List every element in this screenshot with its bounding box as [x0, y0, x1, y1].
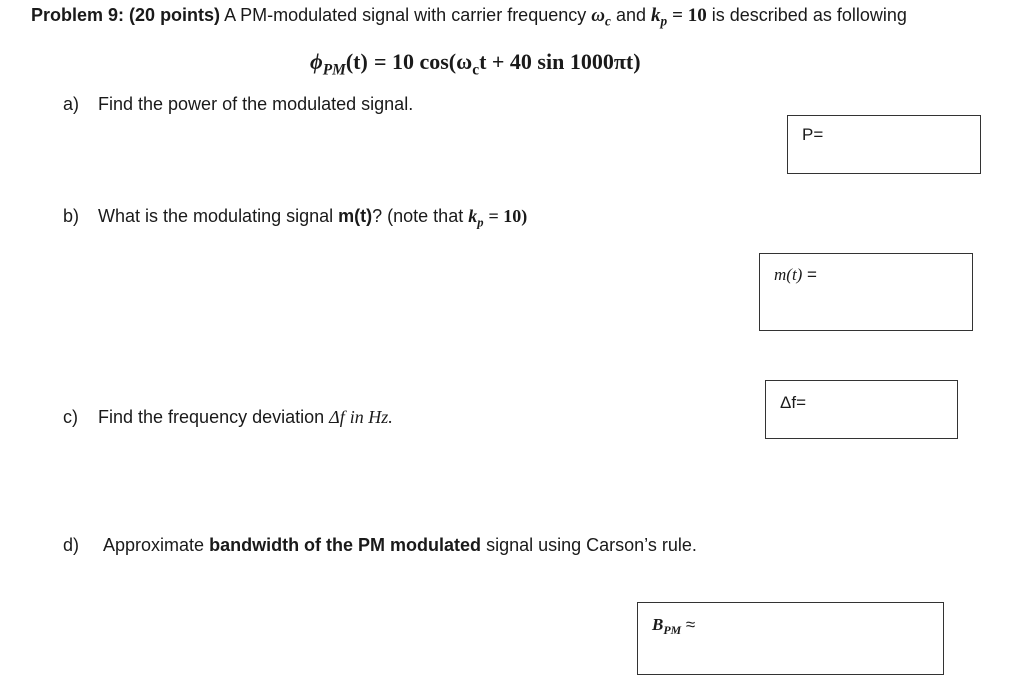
part-b-label: b): [63, 206, 80, 226]
kp-value: = 10: [672, 5, 707, 26]
frequency-deviation-answer-box[interactable]: [765, 380, 958, 439]
part-b-text-before: What is the modulating signal: [98, 206, 334, 226]
part-d-label: d): [63, 535, 80, 555]
equation-lhs: $\phi_{PM}$: [310, 49, 346, 79]
carrier-frequency-symbol: $\omega_c$: [591, 5, 611, 29]
bandwidth-answer-box[interactable]: [637, 602, 944, 675]
equation-rhs: = 10 $\cos(\omega_ct + 40$ sin 1000πt): [373, 49, 641, 79]
problem-points: (20 points): [129, 5, 221, 25]
frequency-deviation-answer-label: Δf=: [780, 393, 807, 412]
bandwidth-answer-label: $B_{PM}$ ≈: [652, 615, 696, 638]
part-c-symbol: Δf: [329, 407, 345, 427]
part-a-label: a): [63, 94, 80, 114]
modulating-signal-answer-box[interactable]: [759, 253, 973, 331]
problem-header: [31, 5, 907, 27]
part-b-question: [63, 205, 528, 230]
part-c-label: c): [63, 407, 78, 427]
part-c-question: [63, 406, 393, 428]
part-c-unit: in Hz.: [349, 407, 393, 427]
part-d-bold-term: bandwidth of the PM modulated: [209, 535, 482, 555]
problem-intro: A PM-modulated signal with carrier frequency: [224, 5, 587, 25]
problem-number: Problem 9:: [31, 5, 125, 25]
part-d-question: [63, 534, 697, 556]
part-b-bold-term: m(t): [338, 206, 373, 226]
modulating-signal-answer-label: m(t) =: [774, 265, 817, 284]
part-b-text-after: ? (note that: [372, 206, 464, 226]
kp-symbol: $k_p$: [651, 5, 668, 29]
power-answer-box[interactable]: [787, 115, 981, 174]
power-answer-label: P=: [802, 125, 824, 144]
part-b-kp-symbol: $k_p$: [468, 206, 484, 230]
part-a-text: Find the power of the modulated signal.: [98, 94, 414, 114]
pm-signal-equation: [310, 49, 641, 79]
part-a-question: [63, 93, 413, 115]
part-b-kp-value: = 10): [488, 206, 528, 226]
part-c-text: Find the frequency deviation: [98, 407, 325, 427]
part-d-text-before: Approximate: [103, 535, 205, 555]
and-word: and: [615, 5, 646, 25]
part-d-text-after: signal using Carson’s rule.: [486, 535, 697, 555]
equation-lhs-arg: (t): [345, 49, 368, 74]
problem-tail: is described as following: [711, 5, 907, 25]
